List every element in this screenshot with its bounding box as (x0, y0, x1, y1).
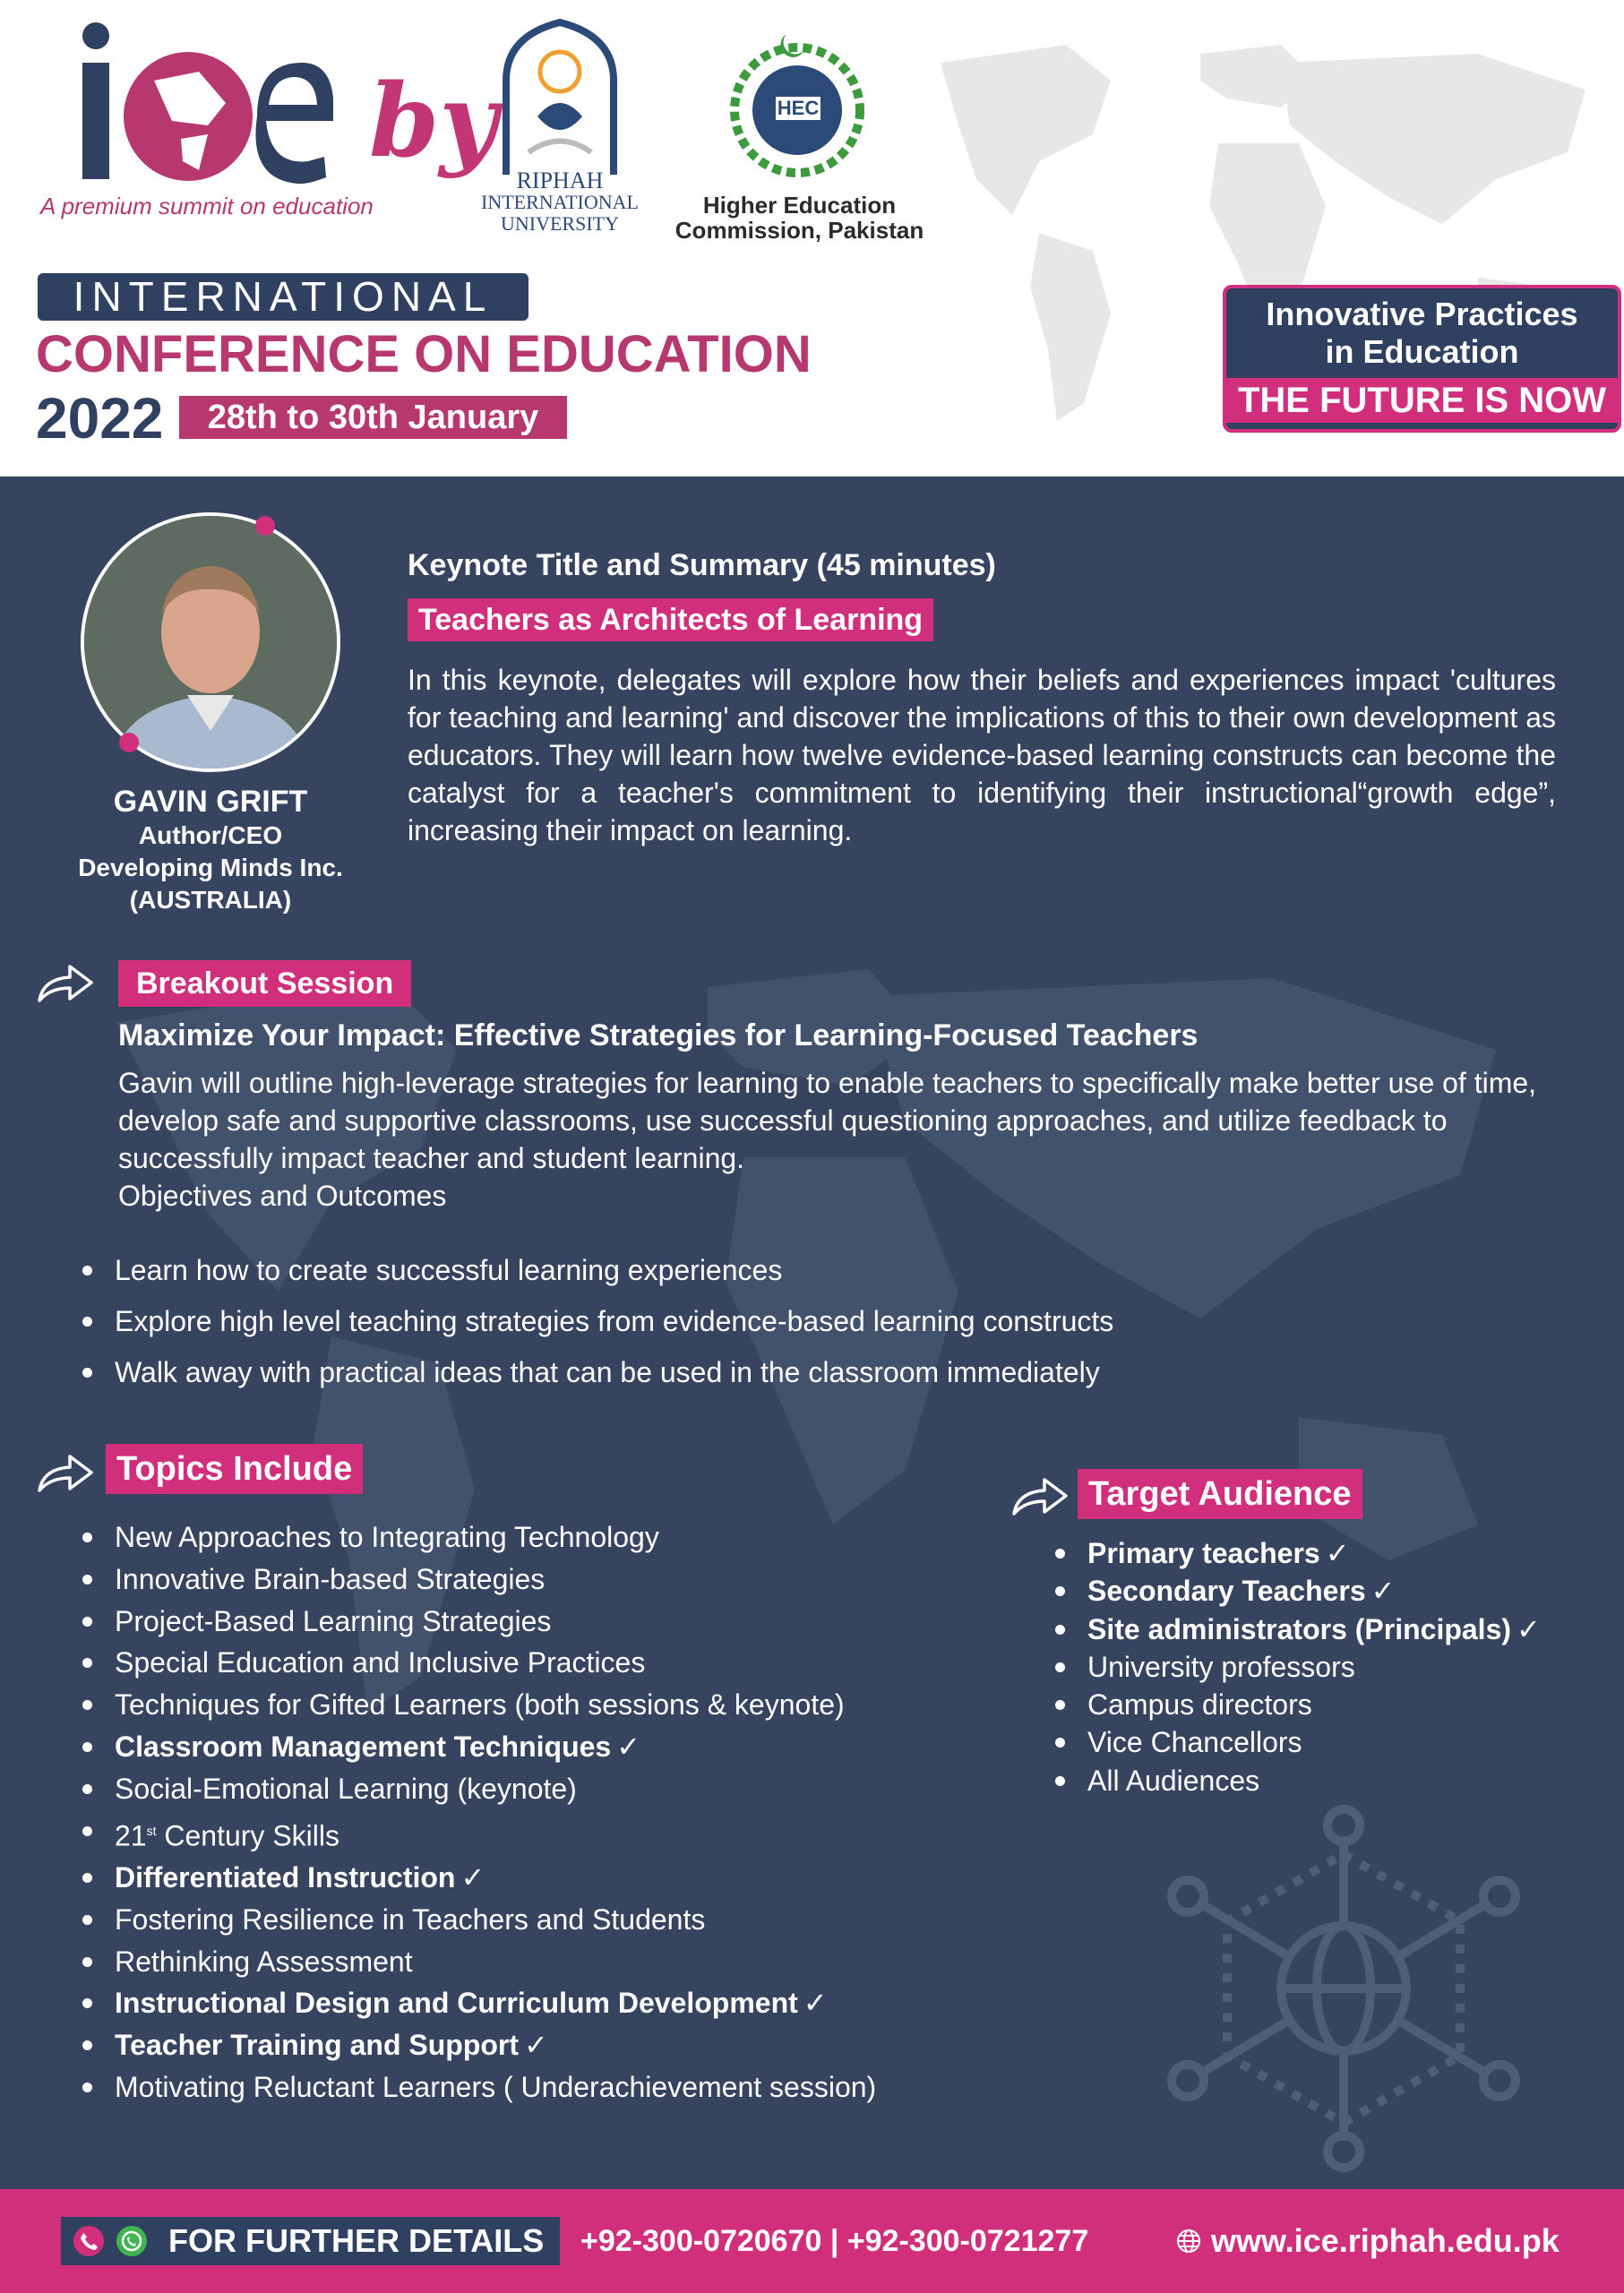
list-item: Learn how to create successful learning experiences (77, 1245, 1555, 1296)
speaker-organization: Developing Minds Inc. (78, 854, 343, 881)
theme-box (1223, 285, 1621, 433)
breakout-description: Gavin will outline high-leverage strategies for learning to enable teachers to specifically make better use of time, develop safe and supportive classrooms, use successful questioning approaches, and utilize feedback to successfully impact teacher and student learning. Objectives and Outcomes (118, 1064, 1569, 1215)
speaker-portrait-graphic (84, 516, 337, 769)
photo-accent-dot (119, 733, 139, 752)
list-item: Innovative Brain-based Strategies (77, 1559, 973, 1601)
list-item: Teacher Training and Support ✓ (77, 2024, 973, 2066)
objectives-list (77, 1245, 1555, 1398)
list-item: Motivating Reluctant Learners ( Underachievement session) (77, 2066, 973, 2108)
checkmark-icon: ✓ (803, 1987, 828, 2020)
international-banner: INTERNATIONAL (38, 273, 528, 321)
riphah-logo (488, 18, 632, 175)
breakout-title: Maximize Your Impact: Effective Strategies for Learning-Focused Teachers (118, 1018, 1199, 1052)
list-item: Explore high level teaching strategies from evidence-based learning constructs (77, 1296, 1555, 1347)
list-item: Secondary Teachers ✓ (1050, 1572, 1605, 1610)
topics-list (77, 1516, 973, 2108)
network-globe-icon (1156, 1800, 1532, 2177)
list-item: Site administrators (Principals) ✓ (1050, 1610, 1605, 1648)
share-arrow-icon (1010, 1476, 1070, 1517)
keynote-summary: In this keynote, delegates will explore how their beliefs and experiences impact 'cultures for teaching and learning' and discover the implications of this to their own development as educators. They will learn how twelve evidence-based learning constructs can become the catalyst for a teacher's commitment to identifying their instructional“growth edge”, increasing their impact on learning. (408, 664, 1556, 846)
checkmark-icon: ✓ (1371, 1575, 1396, 1608)
list-item: Vice Chancellors (1050, 1723, 1605, 1761)
target-audience-label: Target Audience (1078, 1469, 1362, 1519)
list-item: Techniques for Gifted Learners (both sessions & keynote) (77, 1684, 973, 1726)
keynote-title: Teachers as Architects of Learning (408, 598, 933, 641)
conference-title: CONFERENCE ON EDUCATION (36, 325, 812, 383)
list-item: Social-Emotional Learning (keynote) (77, 1768, 973, 1810)
checkmark-icon: ✓ (1325, 1537, 1350, 1569)
ice-tagline: A premium summit on education (40, 193, 374, 219)
checkmark-icon: ✓ (1517, 1612, 1541, 1645)
phone-numbers[interactable]: +92-300-0720670 | +92-300-0721277 (580, 2224, 1089, 2258)
objectives-heading: Objectives and Outcomes (118, 1180, 447, 1212)
list-item: Instructional Design and Curriculum Development ✓ (77, 1982, 973, 2024)
keynote-heading: Keynote Title and Summary (45 minutes) (408, 548, 996, 582)
checkmark-icon: ✓ (616, 1730, 641, 1763)
svg-text:HEC: HEC (777, 97, 820, 119)
share-arrow-icon (36, 1453, 95, 1494)
target-audience-list (1050, 1534, 1605, 1799)
checkmark-icon: ✓ (524, 2029, 548, 2062)
list-item: Differentiated Instruction ✓ (77, 1857, 973, 1899)
website-link[interactable]: www.ice.riphah.edu.pk (1211, 2222, 1560, 2259)
conference-dates: 28th to 30th January (179, 396, 567, 439)
list-item: Walk away with practical ideas that can be used in the classroom immediately (77, 1347, 1555, 1398)
ice-logo (73, 18, 333, 188)
whatsapp-icon (116, 2226, 147, 2256)
photo-accent-dot (255, 516, 275, 536)
list-item: Primary teachers ✓ (1050, 1534, 1605, 1572)
list-item: All Audiences (1050, 1762, 1605, 1799)
list-item: Classroom Management Techniques ✓ (77, 1726, 973, 1768)
speaker-info (36, 784, 385, 916)
list-item: Special Education and Inclusive Practices (77, 1642, 973, 1684)
list-item: Fostering Resilience in Teachers and Students (77, 1899, 973, 1941)
share-arrow-icon (36, 963, 95, 1004)
further-details-label: FOR FURTHER DETAILS (168, 2222, 545, 2259)
header (0, 0, 1624, 477)
breakout-session-label: Breakout Session (118, 960, 411, 1007)
speaker-name: GAVIN GRIFT (113, 785, 308, 819)
list-item: New Approaches to Integrating Technology (77, 1516, 973, 1559)
list-item: Project-Based Learning Strategies (77, 1601, 973, 1643)
list-item: Rethinking Assessment (77, 1941, 973, 1983)
speaker-photo (81, 512, 340, 772)
globe-icon (1175, 2228, 1202, 2254)
list-item: University professors (1050, 1648, 1605, 1686)
by-text: by (369, 63, 498, 180)
theme-title: Innovative Practices in Education (1266, 296, 1578, 370)
list-item: Campus directors (1050, 1686, 1605, 1723)
speaker-country: (AUSTRALIA) (129, 886, 292, 914)
conference-year: 2022 (36, 386, 164, 451)
riphah-university-name: RIPHAH INTERNATIONAL UNIVERSITY (481, 167, 639, 235)
theme-slogan: THE FUTURE IS NOW (1226, 378, 1618, 423)
speaker-role: Author/CEO (138, 821, 283, 849)
checkmark-icon: ✓ (460, 1861, 485, 1894)
list-item: 21st Century Skills (77, 1810, 973, 1857)
phone-icon (73, 2226, 104, 2256)
hec-name: Higher Education Commission, Pakistan (675, 192, 924, 244)
hec-logo (724, 25, 872, 177)
topics-label: Topics Include (106, 1444, 363, 1494)
